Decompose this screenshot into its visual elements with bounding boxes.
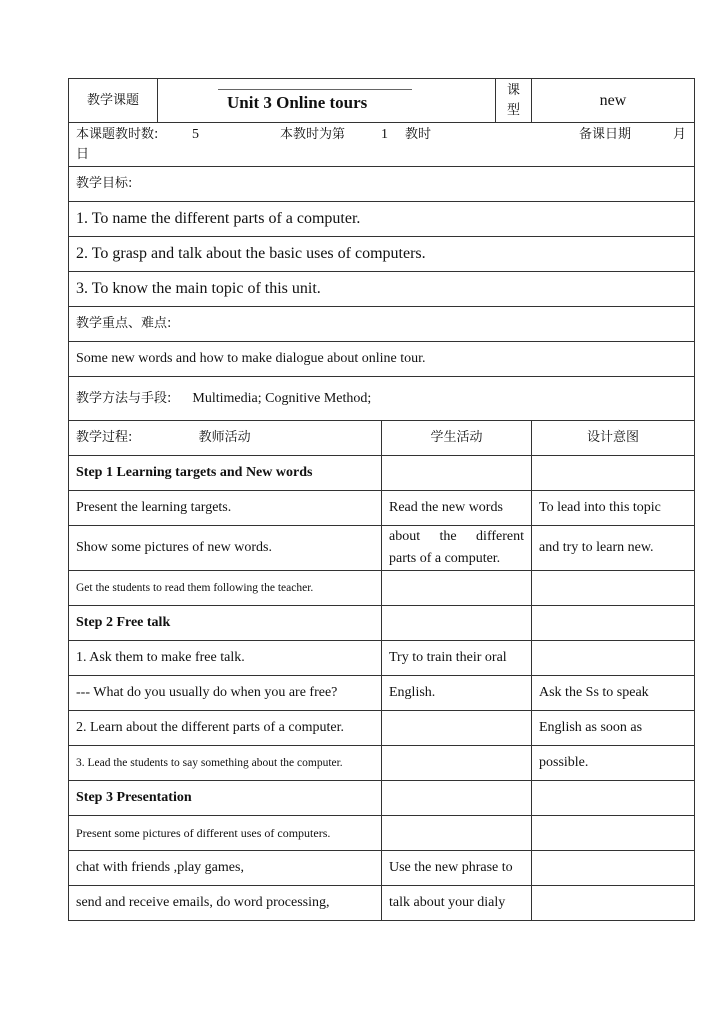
design-intent: To lead into this topic [532, 491, 695, 526]
design-intent: and try to learn new. [532, 526, 695, 571]
lesson-plan-sheet [68, 78, 694, 921]
header-row [69, 79, 695, 123]
teacher-activity: 3. Lead the students to say something about the computer. [69, 746, 382, 781]
student-activity: Read the new words [382, 491, 532, 526]
table-row [69, 851, 695, 886]
prep-date-label: 备课日期 [579, 127, 632, 142]
student-activity [382, 816, 532, 851]
teacher-activity: Present some pictures of different uses of computers. [69, 816, 382, 851]
teacher-activity: chat with friends ,play games, [69, 851, 382, 886]
unit-title: Unit 3 Online tours [227, 92, 368, 112]
hours-row [69, 123, 695, 167]
design-intent-header: 设计意图 [532, 421, 695, 456]
key-points-label-row [69, 307, 695, 342]
table-row [69, 886, 695, 921]
student-activity [382, 711, 532, 746]
process-header-row [69, 421, 695, 456]
design-intent: English as soon as [532, 711, 695, 746]
teacher-activity: Present the learning targets. [69, 491, 382, 526]
objective-row [69, 272, 695, 307]
table-row [69, 456, 695, 491]
table-row [69, 781, 695, 816]
title-divider [218, 89, 412, 90]
teacher-activity: Step 1 Learning targets and New words [69, 456, 382, 491]
process-header-teacher-cell [69, 421, 382, 456]
student-activity [382, 526, 532, 571]
design-intent [532, 606, 695, 641]
type-value: new [532, 79, 695, 123]
teacher-activity-header: 教师活动 [198, 430, 251, 445]
day-label: 日 [76, 147, 90, 162]
design-intent [532, 816, 695, 851]
type-label: 课型 [496, 79, 532, 123]
teacher-activity: --- What do you usually do when you are free? [69, 676, 382, 711]
table-row [69, 711, 695, 746]
total-hours-value: 5 [192, 127, 199, 142]
design-intent: Ask the Ss to speak [532, 676, 695, 711]
teacher-activity: send and receive emails, do word processing, [69, 886, 382, 921]
process-label: 教学过程: [76, 430, 133, 445]
student-activity [382, 456, 532, 491]
methods-row [69, 377, 695, 421]
student-activity-line: parts of a computer. [389, 551, 501, 566]
student-activity [382, 781, 532, 816]
methods-label: 教学方法与手段: [76, 390, 172, 406]
design-intent [532, 456, 695, 491]
table-row [69, 641, 695, 676]
topic-label: 教学课题 [69, 79, 158, 123]
table-row [69, 606, 695, 641]
student-activity: English. [382, 676, 532, 711]
design-intent [532, 851, 695, 886]
table-row [69, 746, 695, 781]
objectives-label-row [69, 167, 695, 202]
methods-text: Multimedia; Cognitive Method; [192, 390, 372, 406]
teacher-activity: 1. Ask them to make free talk. [69, 641, 382, 676]
design-intent [532, 886, 695, 921]
teacher-activity: Get the students to read them following the teacher. [69, 571, 382, 606]
teacher-activity: Step 3 Presentation [69, 781, 382, 816]
table-row [69, 676, 695, 711]
month-label: 月 [673, 127, 687, 142]
student-activity [382, 746, 532, 781]
lesson-plan-table [68, 78, 695, 921]
key-points-text: Some new words and how to make dialogue about online tour. [69, 342, 695, 377]
teacher-activity: Show some pictures of new words. [69, 526, 382, 571]
objectives-label: 教学目标: [69, 167, 695, 202]
table-row [69, 526, 695, 571]
total-hours-label: 本课题教时数: [76, 127, 159, 142]
methods-cell [69, 377, 695, 421]
objective-row [69, 237, 695, 272]
student-activity [382, 571, 532, 606]
design-intent [532, 781, 695, 816]
table-row [69, 816, 695, 851]
hours-cell [69, 123, 695, 167]
current-period-value: 1 [381, 127, 388, 142]
design-intent [532, 571, 695, 606]
design-intent [532, 641, 695, 676]
objective-1: 1. To name the different parts of a computer. [69, 202, 695, 237]
design-intent: possible. [532, 746, 695, 781]
key-points-row [69, 342, 695, 377]
student-activity-line: about the different [389, 529, 524, 544]
student-activity: Try to train their oral [382, 641, 532, 676]
table-row [69, 571, 695, 606]
student-activity: Use the new phrase to [382, 851, 532, 886]
objective-row [69, 202, 695, 237]
table-row [69, 491, 695, 526]
current-period-unit: 教时 [405, 127, 432, 142]
current-period-label: 本教时为第 [280, 127, 346, 142]
objective-3: 3. To know the main topic of this unit. [69, 272, 695, 307]
student-activity-header: 学生活动 [382, 421, 532, 456]
student-activity: talk about your dialy [382, 886, 532, 921]
teacher-activity: Step 2 Free talk [69, 606, 382, 641]
objective-2: 2. To grasp and talk about the basic uses of computers. [69, 237, 695, 272]
teacher-activity: 2. Learn about the different parts of a computer. [69, 711, 382, 746]
student-activity [382, 606, 532, 641]
key-points-label: 教学重点、难点: [69, 307, 695, 342]
unit-title-cell [158, 79, 496, 123]
